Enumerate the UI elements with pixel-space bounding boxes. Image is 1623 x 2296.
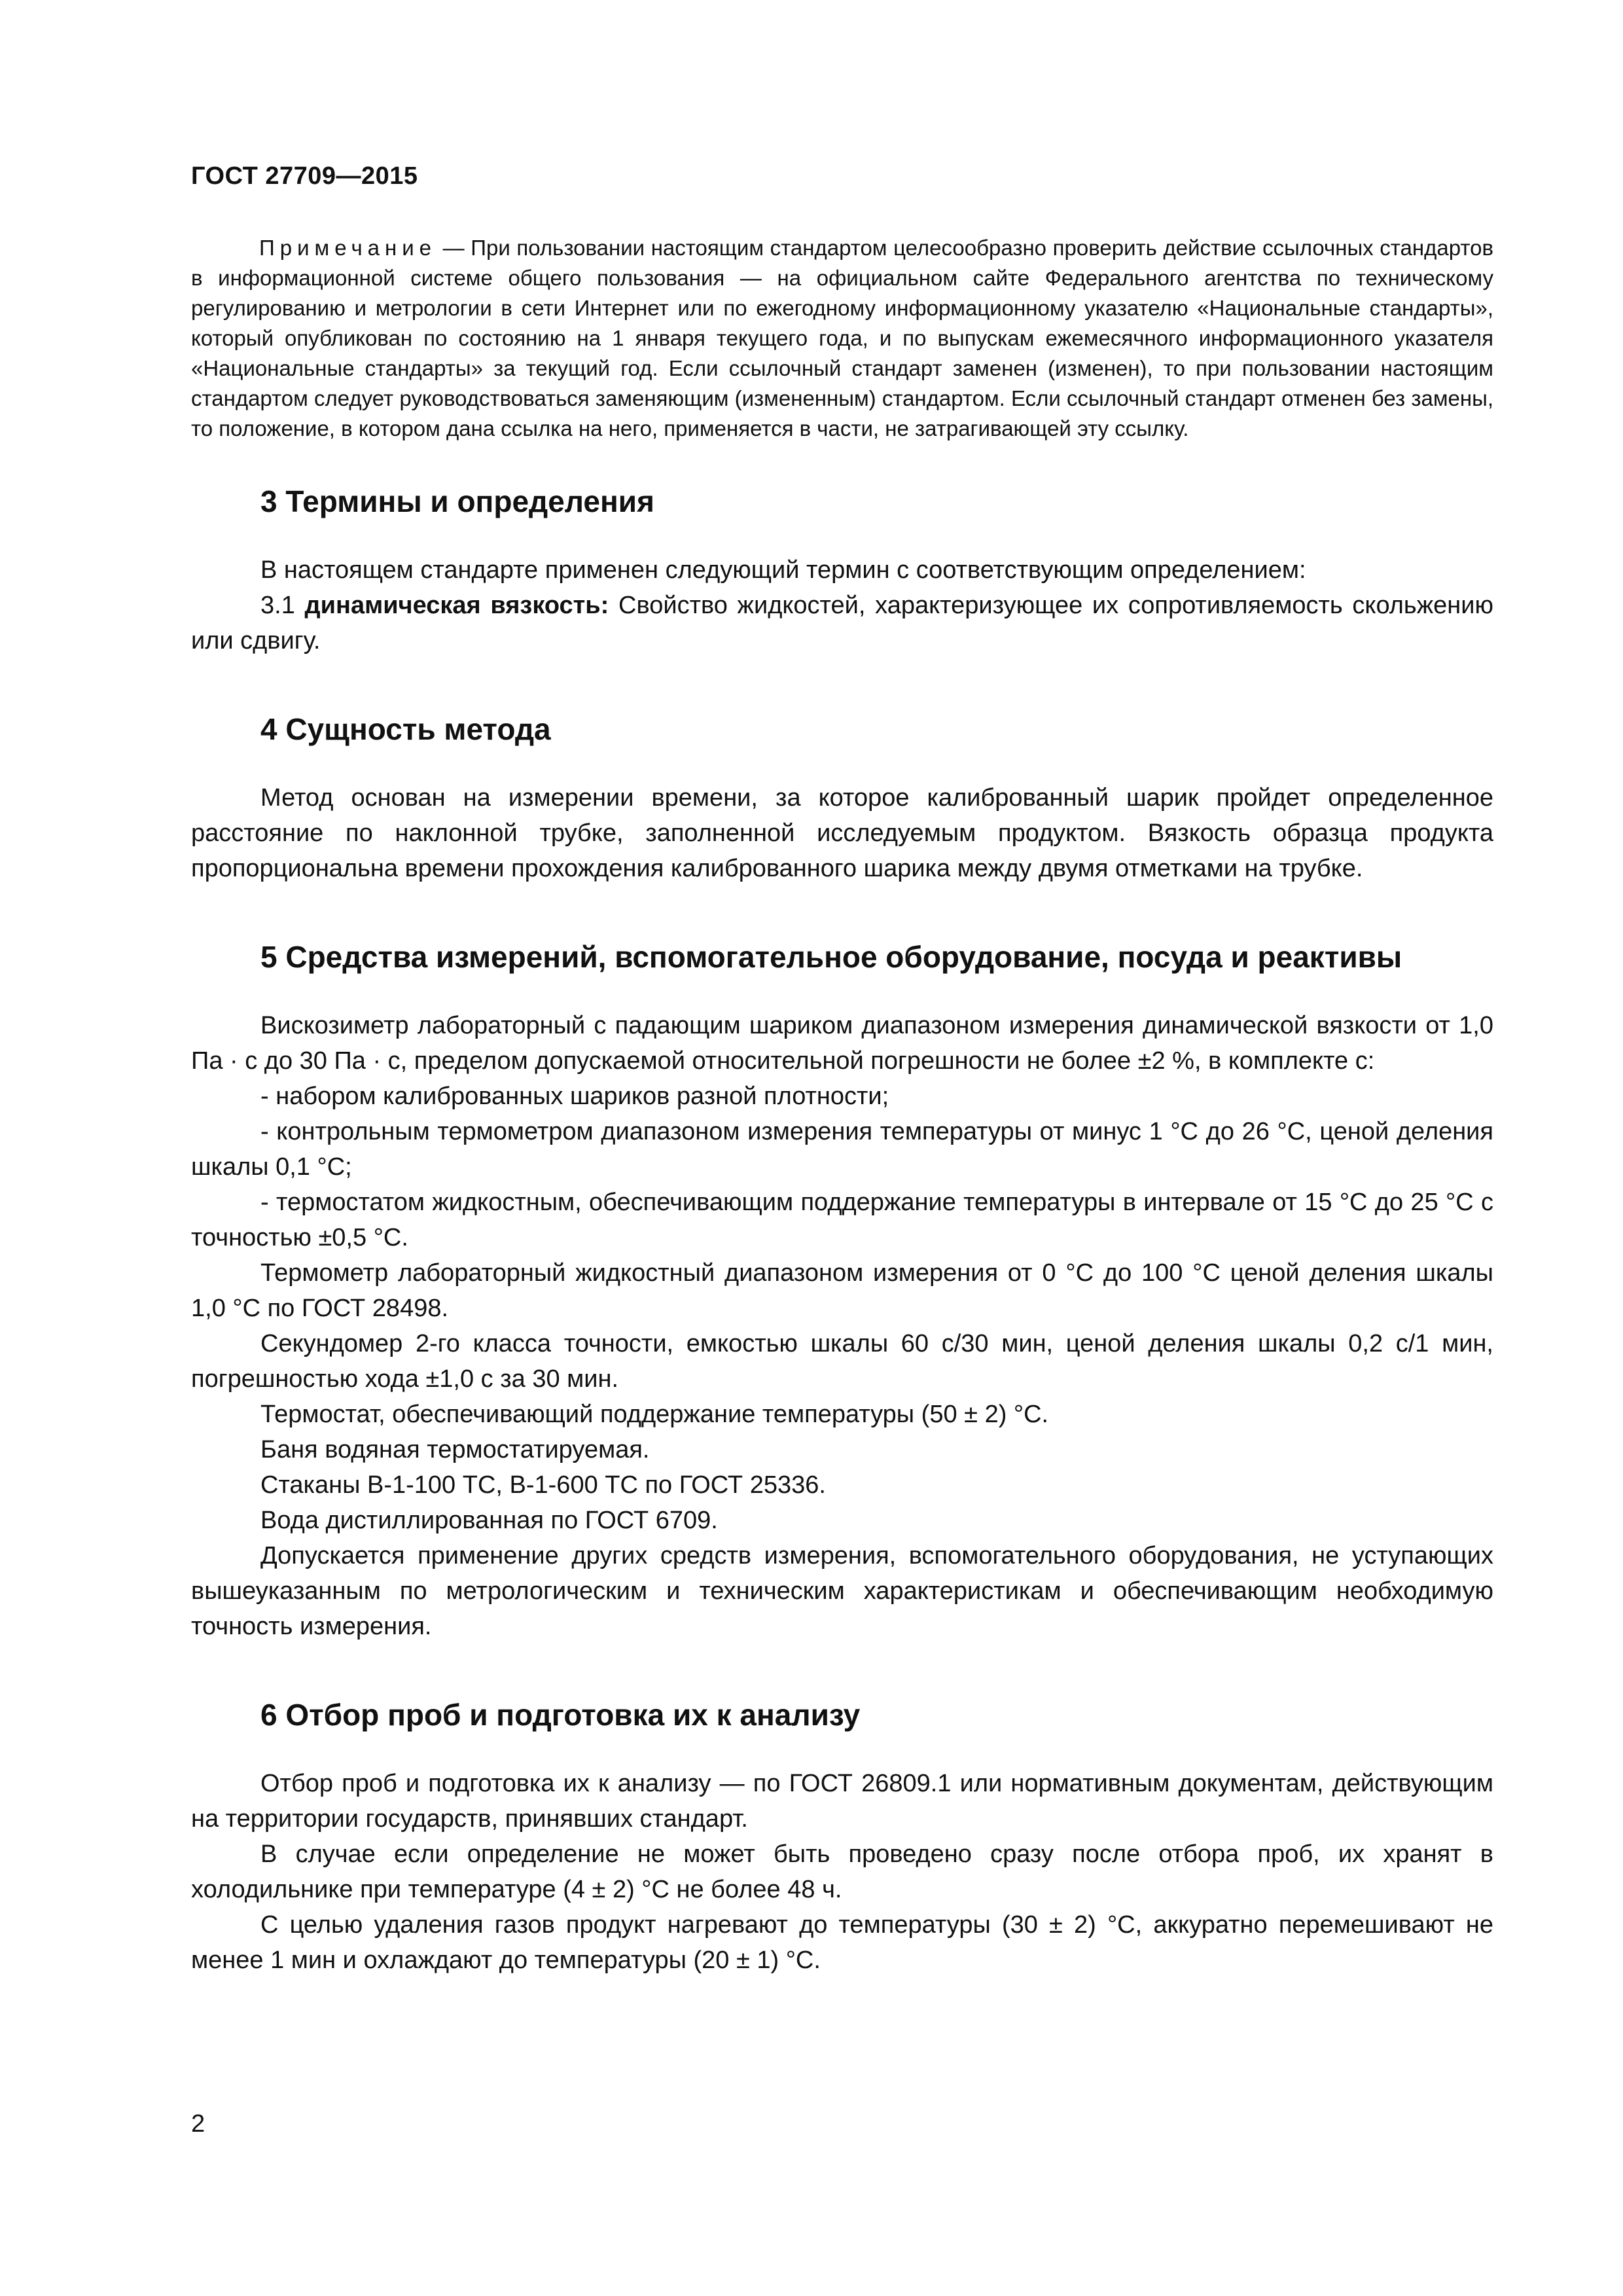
term-definition-text: Свойство жидкостей, характеризующее их сопротивляемость скольжению или сдвигу.	[191, 592, 1493, 655]
term-definition	[191, 588, 1493, 658]
section-4-paragraph: Метод основан на измерении времени, за которое калиброванный шарик пройдет определенное расстояние по наклонной трубке, заполненной исследуемым продуктом. Вязкость образца продукта пропорциональна времени прохождения калиброванного шарика между двумя отметками на трубке.	[191, 784, 1493, 882]
section-5-list-item: - набором калиброванных шариков разной плотности;	[260, 1083, 889, 1110]
section-3-heading: 3 Термины и определения	[260, 484, 654, 518]
section-3-intro: В настоящем стандарте применен следующий термин с соответствующим определением:	[260, 556, 1306, 584]
term-name: динамическая вязкость:	[304, 592, 609, 619]
section-5-paragraph: Термометр лабораторный жидкостный диапазоном измерения от 0 °C до 100 °C ценой деления шкалы 1,0 °C по ГОСТ 28498.	[191, 1259, 1493, 1322]
section-5-paragraph: Вискозиметр лабораторный с падающим шариком диапазоном измерения динамической вязкости от 1,0 Па · с до 30 Па · с, пределом допускаемой относительной погрешности не более ±2 %, в комплекте с:	[191, 1012, 1493, 1075]
section-4-heading: 4 Сущность метода	[260, 712, 551, 746]
term-number: 3.1	[260, 592, 305, 619]
document-code-header: ГОСТ 27709—2015	[191, 162, 418, 190]
note-paragraph	[191, 233, 1493, 444]
section-5-heading: 5 Средства измерений, вспомогательное оборудование, посуда и реактивы	[260, 940, 1402, 974]
section-5-paragraph: Термостат, обеспечивающий поддержание температуры (50 ± 2) °C.	[260, 1401, 1049, 1428]
document-body	[191, 233, 1493, 1978]
section-4	[191, 711, 1493, 886]
section-6-paragraph: С целью удаления газов продукт нагревают до температуры (30 ± 2) °C, аккуратно перемешивают не менее 1 мин и охлаждают до температуры (20 ± 1) °C.	[191, 1911, 1493, 1974]
note-text: — При пользовании настоящим стандартом целесообразно проверить действие ссылочных стандартов в информационной системе общего пользования — на официальном сайте Федерального агентства по техническому регулированию и метрологии в сети Интернет или по ежегодному информационному указателю «Национальные стандарты», который опубликован по состоянию на 1 января текущего года, и по выпускам ежемесячного информационного указателя «Национальные стандарты» за текущий год. Если ссылочный стандарт заменен (изменен), то при пользовании настоящим стандартом следует руководствоваться заменяющим (измененным) стандартом. Если ссылочный стандарт отменен без замены, то положение, в котором дана ссылка на него, применяется в части, не затрагивающей эту ссылку.	[191, 236, 1493, 440]
section-6-paragraph: В случае если определение не может быть проведено сразу после отбора проб, их хранят в холодильнике при температуре (4 ± 2) °C не более 48 ч.	[191, 1840, 1493, 1903]
section-5-paragraph: Вода дистиллированная по ГОСТ 6709.	[260, 1507, 718, 1534]
section-6-heading: 6 Отбор проб и подготовка их к анализу	[260, 1698, 861, 1732]
section-6-paragraph: Отбор проб и подготовка их к анализу — по ГОСТ 26809.1 или нормативным документам, действующим на территории государств, принявших стандарт.	[191, 1770, 1493, 1833]
section-6	[191, 1696, 1493, 1978]
section-5-paragraph: Секундомер 2-го класса точности, емкостью шкалы 60 с/30 мин, ценой деления шкалы 0,2 с/1 мин, погрешностью хода ±1,0 с за 30 мин.	[191, 1330, 1493, 1393]
section-5-paragraph: Стаканы В-1-100 ТС, В-1-600 ТС по ГОСТ 25336.	[260, 1471, 826, 1499]
section-3	[191, 483, 1493, 658]
page-number: 2	[191, 2110, 205, 2138]
note-label: Примечание	[259, 236, 437, 260]
section-5-list-item: - контрольным термометром диапазоном измерения температуры от минус 1 °C до 26 °C, ценой деления шкалы 0,1 °C;	[191, 1118, 1493, 1181]
section-5-paragraph: Допускается применение других средств измерения, вспомогательного оборудования, не уступающих вышеуказанным по метрологическим и техническим характеристикам и обеспечивающим необходимую точность измерения.	[191, 1542, 1493, 1640]
section-5	[191, 939, 1493, 1644]
section-5-paragraph: Баня водяная термостатируемая.	[260, 1436, 650, 1463]
section-5-list-item: - термостатом жидкостным, обеспечивающим поддержание температуры в интервале от 15 °C до 25 °C с точностью ±0,5 °C.	[191, 1189, 1493, 1251]
